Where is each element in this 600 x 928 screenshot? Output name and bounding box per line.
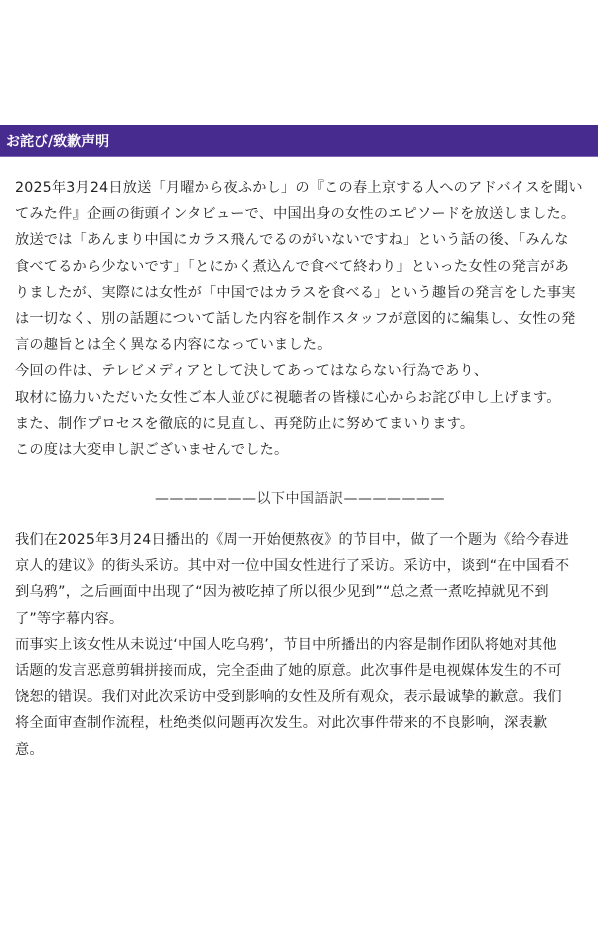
japanese-line: りましたが、実際には女性が「中国ではカラスを食べる」という趣旨の発言をした事実 <box>15 284 576 301</box>
chinese-line: 将全面审查制作流程，杜绝类似问题再次发生。对此次事件带来的不良影响，深表歉 <box>15 715 548 732</box>
chinese-line: 我们在2025年3月24日播出的《周一开始便熬夜》的节目中，做了一个题为《给今春进 <box>15 532 569 548</box>
japanese-line: また、制作プロセスを徹底的に見直し、再発防止に努めてまいります。 <box>15 415 475 432</box>
japanese-line: 食べてるから少ないです」「とにかく煮込んで食べて終わり」といった女性の発言があ <box>15 258 570 275</box>
japanese-line: 言の趣旨とは全く異なる内容になっていました。 <box>15 337 332 354</box>
chinese-statement <box>15 527 587 763</box>
translation-divider: ———————以下中国語訳——————— <box>155 491 445 507</box>
japanese-line: 放送では「あんまり中国にカラス飛んでるのがいないですね」という話の後、「みんな <box>15 232 569 249</box>
japanese-line: 今回の件は、テレビメディアとして決してあってはならない行為であり、 <box>15 363 489 380</box>
chinese-line: 到乌鸦”，之后画面中出现了“因为被吃掉了所以很少见到”“总之煮一煮吃掉就见不到 <box>15 584 549 601</box>
apology-header-bar <box>0 125 598 157</box>
japanese-line: 2025年3月24日放送「月曜から夜ふかし」の『この春上京する人へのアドバイスを聞い <box>15 180 583 196</box>
japanese-line: てみた件』企画の街頭インタビューで、中国出身の女性のエピソードを放送しました。 <box>15 206 576 223</box>
japanese-line: 取材に協力いただいた女性ご本人並びに視聴者の皆様に心からお詫び申し上げます。 <box>15 389 561 406</box>
chinese-line: 了”等字幕内容。 <box>15 610 124 627</box>
chinese-line: 京人的建议》的街头采访。其中对一位中国女性进行了采访。采访中，谈到“在中国看不 <box>15 558 570 575</box>
chinese-line: 而事实上该女性从未说过‘中国人吃乌鸦’，节目中所播出的内容是制作团队将她对其他 <box>15 636 557 653</box>
japanese-line: は一切なく、別の話題について話した内容を制作スタッフが意図的に編集し、女性の発 <box>15 310 576 327</box>
chinese-line: 话题的发言恶意剪辑拼接而成，完全歪曲了她的原意。此次事件是电视媒体发生的不可 <box>15 662 562 679</box>
chinese-line: 意。 <box>15 741 44 758</box>
chinese-line: 饶恕的错误。我们对此次采访中受到影响的女性及所有观众，表示最诚挚的歉意。我们 <box>15 689 562 706</box>
header-title: お詫び/致歉声明 <box>6 133 110 150</box>
japanese-statement <box>15 175 587 463</box>
japanese-line: この度は大変申し訳ございませんでした。 <box>15 441 289 458</box>
